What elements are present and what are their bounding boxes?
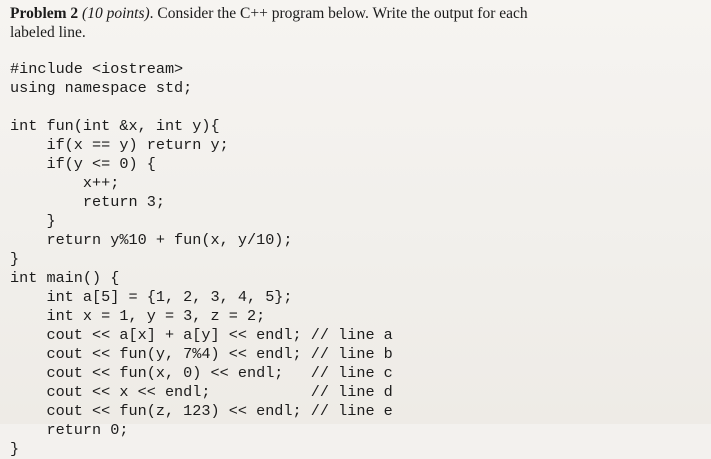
code-line-15: cout << a[x] + a[y] << endl; // line a	[10, 326, 393, 344]
bleed-through-shadow	[390, 60, 640, 120]
code-line-7: x++;	[10, 174, 120, 192]
code-line-3	[10, 98, 393, 117]
code-line-18: cout << x << endl; // line d	[10, 383, 393, 401]
problem-points: (10 points)	[82, 5, 150, 22]
code-line-1: #include <iostream>	[10, 60, 184, 78]
code-line-10: return y%10 + fun(x, y/10);	[10, 231, 293, 249]
problem-instruction-line1: . Consider the C++ program below. Write the output for each	[149, 5, 528, 22]
code-line-5: if(x == y) return y;	[10, 136, 229, 154]
code-line-13: int a[5] = {1, 2, 3, 4, 5};	[10, 288, 293, 306]
problem-title: Problem 2	[10, 5, 79, 22]
code-listing	[10, 60, 393, 459]
code-line-14: int x = 1, y = 3, z = 2;	[10, 307, 266, 325]
code-line-16: cout << fun(y, 7%4) << endl; // line b	[10, 345, 393, 363]
code-line-17: cout << fun(x, 0) << endl; // line c	[10, 364, 393, 382]
code-line-20: return 0;	[10, 421, 129, 439]
code-line-12: int main() {	[10, 269, 120, 287]
code-line-2: using namespace std;	[10, 79, 193, 97]
problem-heading	[10, 4, 570, 42]
code-line-8: return 3;	[10, 193, 165, 211]
code-line-21: }	[10, 440, 20, 458]
code-line-11: }	[10, 250, 20, 268]
code-line-19: cout << fun(z, 123) << endl; // line e	[10, 402, 393, 420]
code-line-6: if(y <= 0) {	[10, 155, 156, 173]
code-line-9: }	[10, 212, 56, 230]
code-line-4: int fun(int &x, int y){	[10, 117, 220, 135]
problem-instruction-line2: labeled line.	[10, 24, 86, 41]
